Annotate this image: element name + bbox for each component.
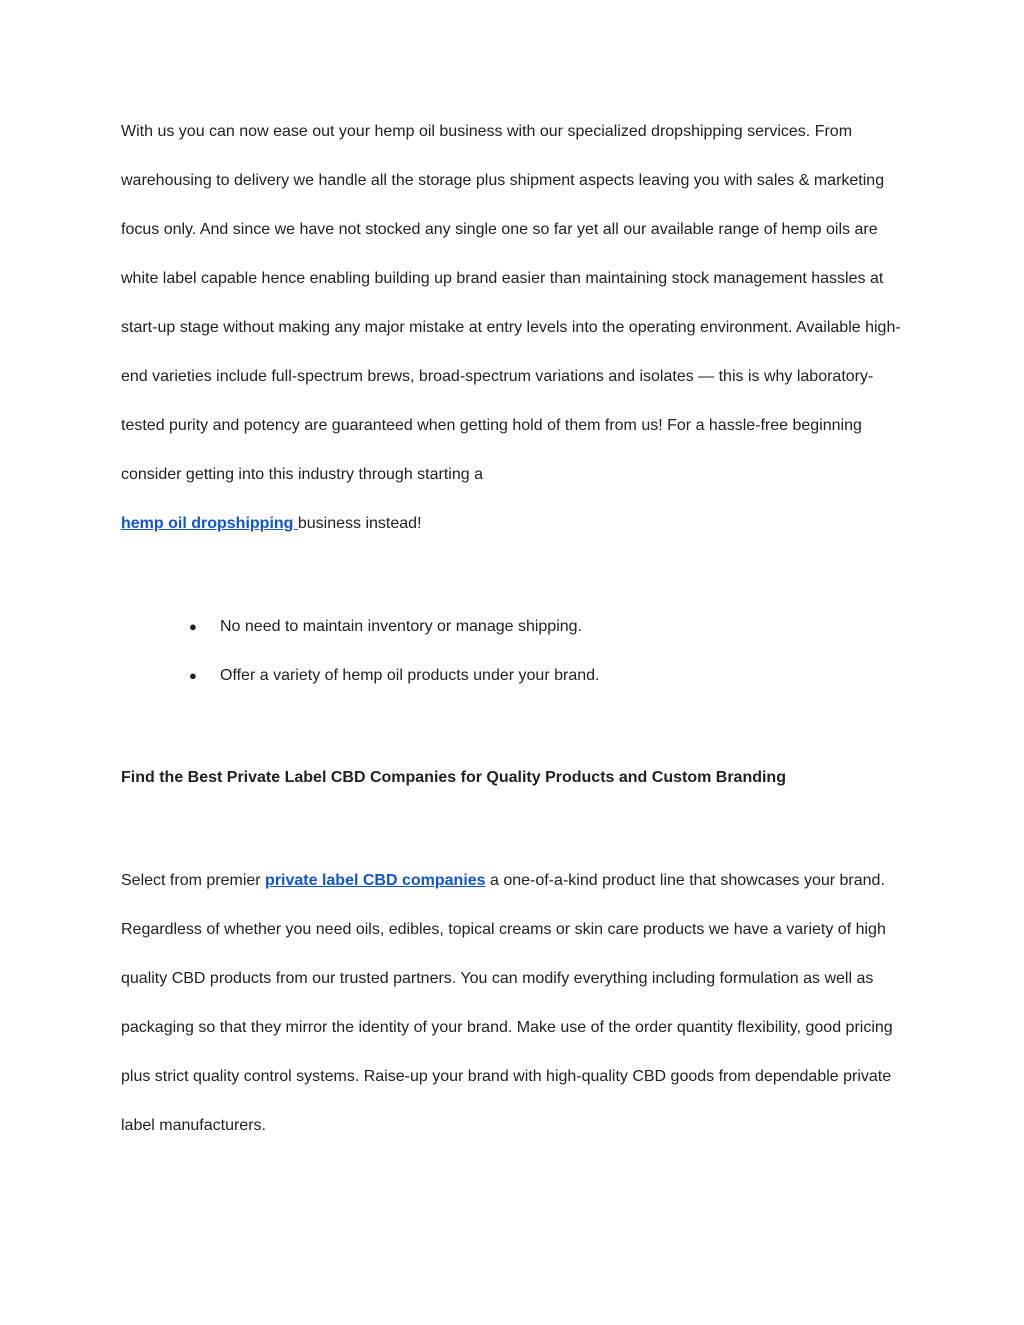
list-item-text: No need to maintain inventory or manage shipping. [220, 618, 582, 635]
intro-paragraph-text: With us you can now ease out your hemp oil business with our specialized dropshipping services. From warehousing to delivery we handle all the storage plus shipment aspects leaving you with sales & marketing focus only. And since we have not stocked any single one so far yet all our available range of hemp oils are white label capable hence enabling building up brand easier than maintaining stock management hassles at start-up stage without making any major mistake at entry levels into the operating environment. Available high-end varieties include full-spectrum brews, broad-spectrum variations and isolates — this is why laboratory-tested purity and potency are guaranteed when getting hold of them from us! For a hassle-free beginning consider getting into this industry through starting a [121, 123, 901, 483]
list-item [121, 651, 911, 700]
private-label-paragraph [121, 856, 911, 1150]
private-label-paragraph-text: a one-of-a-kind product line that showcases your brand. Regardless of whether you need oils, edibles, topical creams or skin care products we have a variety of high quality CBD products from our trusted partners. You can modify everything including formulation as well as packaging so that they mirror the identity of your brand. Make use of the order quantity flexibility, good pricing plus strict quality control systems. Raise-up your brand with high-quality CBD goods from dependable private label manufacturers. [121, 872, 893, 1134]
bullet-icon: ● [189, 619, 197, 634]
section-heading: Find the Best Private Label CBD Companies for Quality Products and Custom Branding [121, 769, 786, 786]
bullet-icon: ● [189, 668, 197, 683]
intro-paragraph-tail: business instead! [297, 515, 422, 532]
document-content [121, 107, 911, 1150]
list-item-text: Offer a variety of hemp oil products under your brand. [220, 667, 600, 684]
private-label-paragraph-lead: Select from premier [121, 872, 266, 889]
benefits-list [121, 602, 911, 700]
list-item [121, 602, 911, 651]
hemp-oil-dropshipping-link[interactable]: hemp oil dropshipping [121, 515, 298, 532]
private-label-cbd-companies-link[interactable]: private label CBD companies [265, 872, 486, 889]
intro-paragraph [121, 107, 911, 548]
